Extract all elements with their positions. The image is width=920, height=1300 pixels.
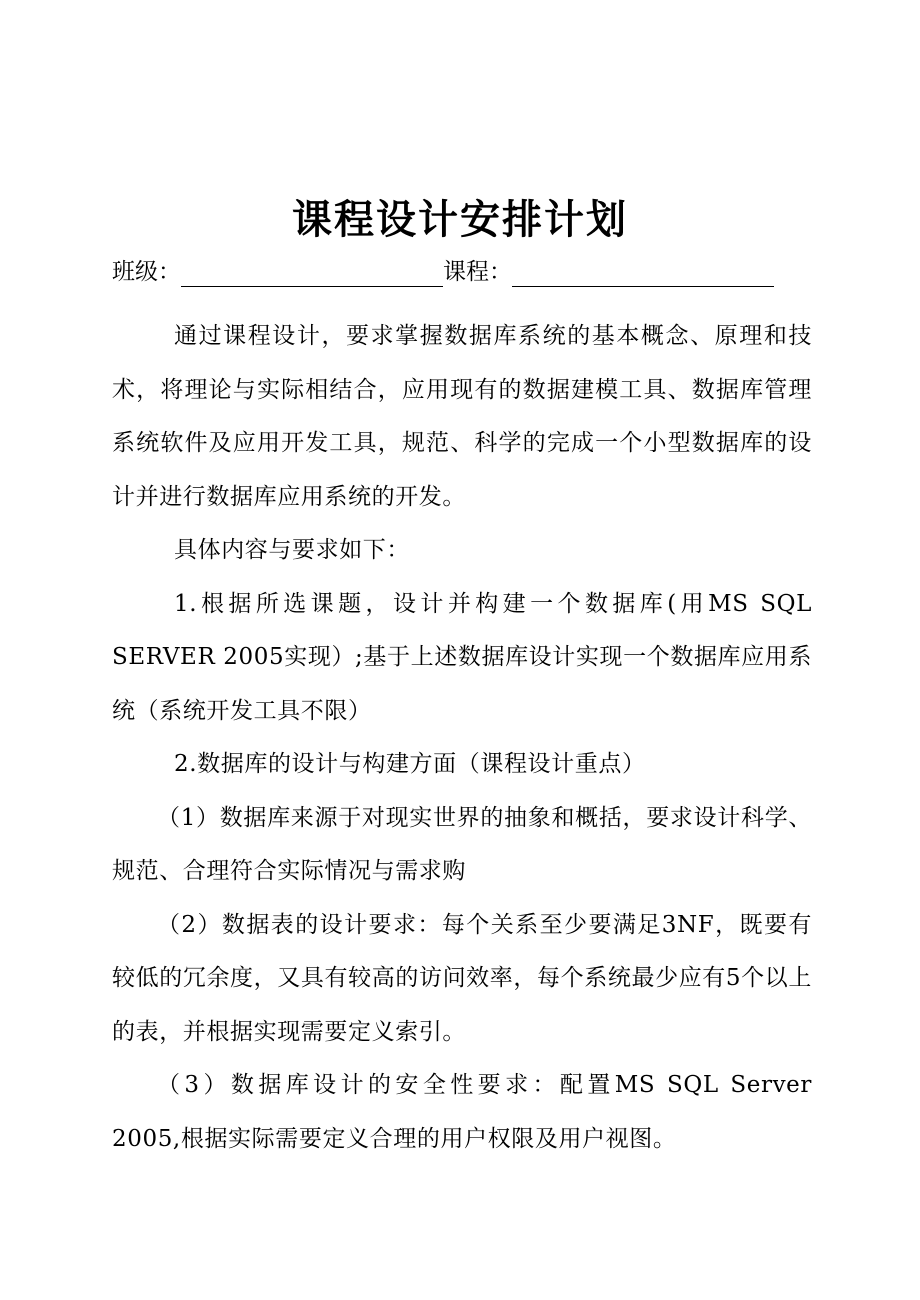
document-title: 课程设计安排计划: [292, 196, 628, 243]
paragraph-subitem-2: （2）数据表的设计要求：每个关系至少要满足3NF，既要有较低的冗余度，又具有较高的访问效率，每个系统最少应有5个以上的表，并根据实现需要定义索引。: [112, 911, 812, 1045]
paragraph-subitem-1: （1）数据库来源于对现实世界的抽象和概括，要求设计科学、规范、合理符合实际情况与需求购: [112, 804, 812, 884]
course-blank-line: [512, 252, 774, 287]
paragraph-item-1: 1.根据所选课题，设计并构建一个数据库(用MS SQL SERVER 2005实现）;基于上述数据库设计实现一个数据库应用系统（系统开发工具不限）: [112, 590, 812, 724]
header-fields: [112, 252, 774, 292]
class-label: 班级：: [112, 259, 181, 285]
paragraph-intro: 通过课程设计，要求掌握数据库系统的基本概念、原理和技术，将理论与实际相结合，应用现有的数据建模工具、数据库管理系统软件及应用开发工具，规范、科学的完成一个小型数据库的设计并进行数据库应用系统的开发。: [112, 323, 812, 510]
document-body: [112, 310, 812, 1166]
paragraph-requirements-heading: 具体内容与要求如下：: [174, 537, 410, 563]
paragraph-item-2: 2.数据库的设计与构建方面（课程设计重点）: [174, 751, 646, 777]
course-label: 课程：: [443, 259, 512, 285]
class-blank-line: [181, 252, 443, 287]
paragraph-subitem-3: （3）数据库设计的安全性要求：配置MS SQL Server 2005,根据实际需要定义合理的用户权限及用户视图。: [112, 1072, 812, 1152]
